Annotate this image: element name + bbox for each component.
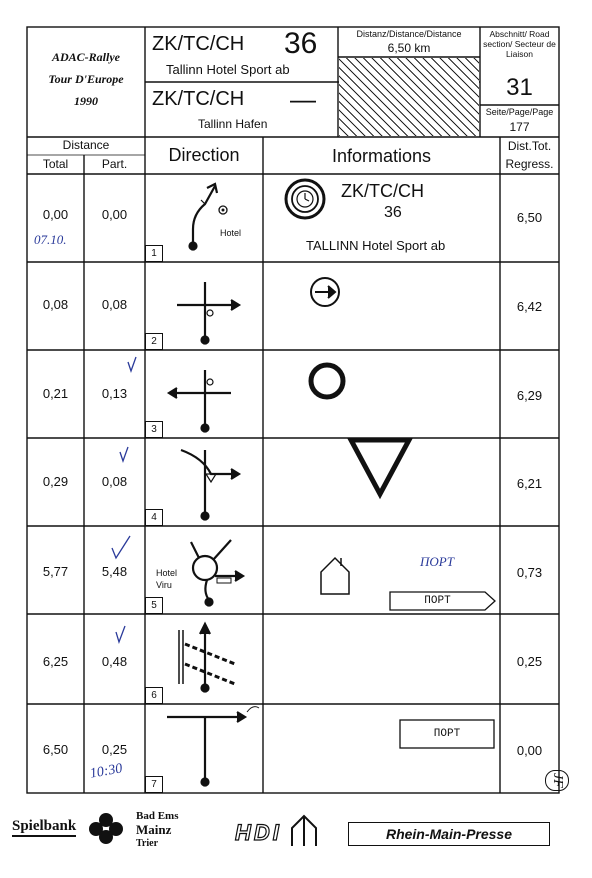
rally-year: 1990 xyxy=(74,94,98,108)
step-number: 2 xyxy=(145,333,163,350)
sponsor-bad-ems: Bad Ems xyxy=(136,810,179,822)
row3-total: 0,21 xyxy=(42,386,69,401)
row6-regress: 0,25 xyxy=(516,654,543,669)
yield-triangle-icon xyxy=(351,440,409,494)
info-row1-place: TALLINN Hotel Sport ab xyxy=(306,238,446,253)
row5-regress: 0,73 xyxy=(516,565,543,580)
sponsor-spielbank: Spielbank xyxy=(12,818,76,837)
sponsor-rhein-main-presse: Rhein-Main-Presse xyxy=(348,822,550,846)
check-mark xyxy=(128,357,136,371)
house-icon xyxy=(321,558,349,594)
rally-name: ADAC-Rallye xyxy=(52,50,120,64)
section-number: 31 xyxy=(506,74,533,101)
col-dist-tot: Dist.Tot. xyxy=(507,139,552,153)
distance-value: 6,50 km xyxy=(387,41,431,55)
circle-sign-icon xyxy=(311,365,343,397)
sponsor-trier: Trier xyxy=(136,838,159,849)
row3-regress: 6,29 xyxy=(516,388,543,403)
col-distance: Distance xyxy=(62,138,110,152)
from-code: ZK/TC/CH xyxy=(152,33,245,55)
rally-subtitle: Tour D'Europe xyxy=(48,72,124,86)
section-label: Abschnitt/ Road section/ Secteur de Liaison xyxy=(483,29,556,59)
col-direction: Direction xyxy=(168,145,240,165)
info-graphics xyxy=(263,174,500,793)
diagram-rail-crossing-icon xyxy=(179,624,235,692)
row2-regress: 6,42 xyxy=(516,299,543,314)
diagram-merge-right-icon xyxy=(181,450,239,520)
row4-total: 0,29 xyxy=(42,474,69,489)
row2-total: 0,08 xyxy=(42,297,69,312)
row6-part: 0,48 xyxy=(101,654,128,669)
step-number: 1 xyxy=(145,245,163,262)
row1-hotel-label: Hotel xyxy=(220,228,242,238)
diagram-t-junction-icon xyxy=(167,707,259,786)
row7-handwritten-time: 10:30 xyxy=(88,761,124,782)
row1-regress: 6,50 xyxy=(516,210,543,225)
diagram-right-turn-icon xyxy=(177,282,239,344)
row5-hotel-label: Hotel xyxy=(156,568,178,578)
sponsor-mainz: Mainz xyxy=(136,822,172,837)
info-row5-handwritten-port: ПОРТ xyxy=(420,554,454,569)
row5-total: 5,77 xyxy=(42,564,69,579)
from-number: 36 xyxy=(284,27,318,60)
clover-logo-icon xyxy=(84,808,128,848)
step-number: 5 xyxy=(145,597,163,614)
to-place: Tallinn Hafen xyxy=(198,117,268,131)
info-row7-port-sign: ПОРТ xyxy=(433,728,461,740)
page-number: 177 xyxy=(509,120,530,134)
step-number: 4 xyxy=(145,509,163,526)
info-row5-port-sign: ПОРТ xyxy=(424,595,451,607)
row7-part: 0,25 xyxy=(101,742,128,757)
row7-total: 6,50 xyxy=(42,742,69,757)
col-informations: Informations xyxy=(331,146,432,166)
col-regress: Regress. xyxy=(505,157,554,171)
row2-part: 0,08 xyxy=(101,297,128,312)
row4-part: 0,08 xyxy=(101,474,128,489)
row6-total: 6,25 xyxy=(42,654,69,669)
row1-part: 0,00 xyxy=(101,207,128,222)
time-control-clock-icon xyxy=(286,180,324,218)
distance-label: Distanz/Distance/Distance xyxy=(356,29,462,39)
sponsor-hdi: HDI xyxy=(235,820,282,845)
step-number: 3 xyxy=(145,421,163,438)
row1-total: 0,00 xyxy=(42,207,69,222)
info-row1-code: ZK/TC/CH xyxy=(341,181,424,201)
step-number: 7 xyxy=(145,776,163,793)
info-row1-number: 36 xyxy=(384,204,402,221)
row3-part: 0,13 xyxy=(101,386,128,401)
to-number: — xyxy=(290,84,316,114)
check-mark xyxy=(120,447,128,461)
diagram-start-curve-icon xyxy=(190,184,228,250)
col-part: Part. xyxy=(101,157,128,171)
row5-viru-label: Viru xyxy=(156,580,172,590)
initials: JF xyxy=(545,770,569,791)
row7-regress: 0,00 xyxy=(516,743,543,758)
arrow-right-circle-icon xyxy=(311,278,339,306)
row5-part: 5,48 xyxy=(101,564,128,579)
page-label: Seite/Page/Page xyxy=(485,107,554,117)
check-mark xyxy=(112,536,130,558)
step-number: 6 xyxy=(145,687,163,704)
to-code: ZK/TC/CH xyxy=(152,88,245,110)
row1-handwritten-note: 07.10. xyxy=(34,232,67,247)
col-total: Total xyxy=(42,157,69,171)
check-mark xyxy=(116,626,125,642)
row4-regress: 6,21 xyxy=(516,476,543,491)
from-place: Tallinn Hotel Sport ab xyxy=(166,62,290,77)
hdi-emblem-icon xyxy=(288,812,322,848)
direction-diagrams xyxy=(145,174,263,793)
diagram-left-turn-icon xyxy=(169,370,231,432)
diagram-roundabout-icon xyxy=(191,540,243,606)
